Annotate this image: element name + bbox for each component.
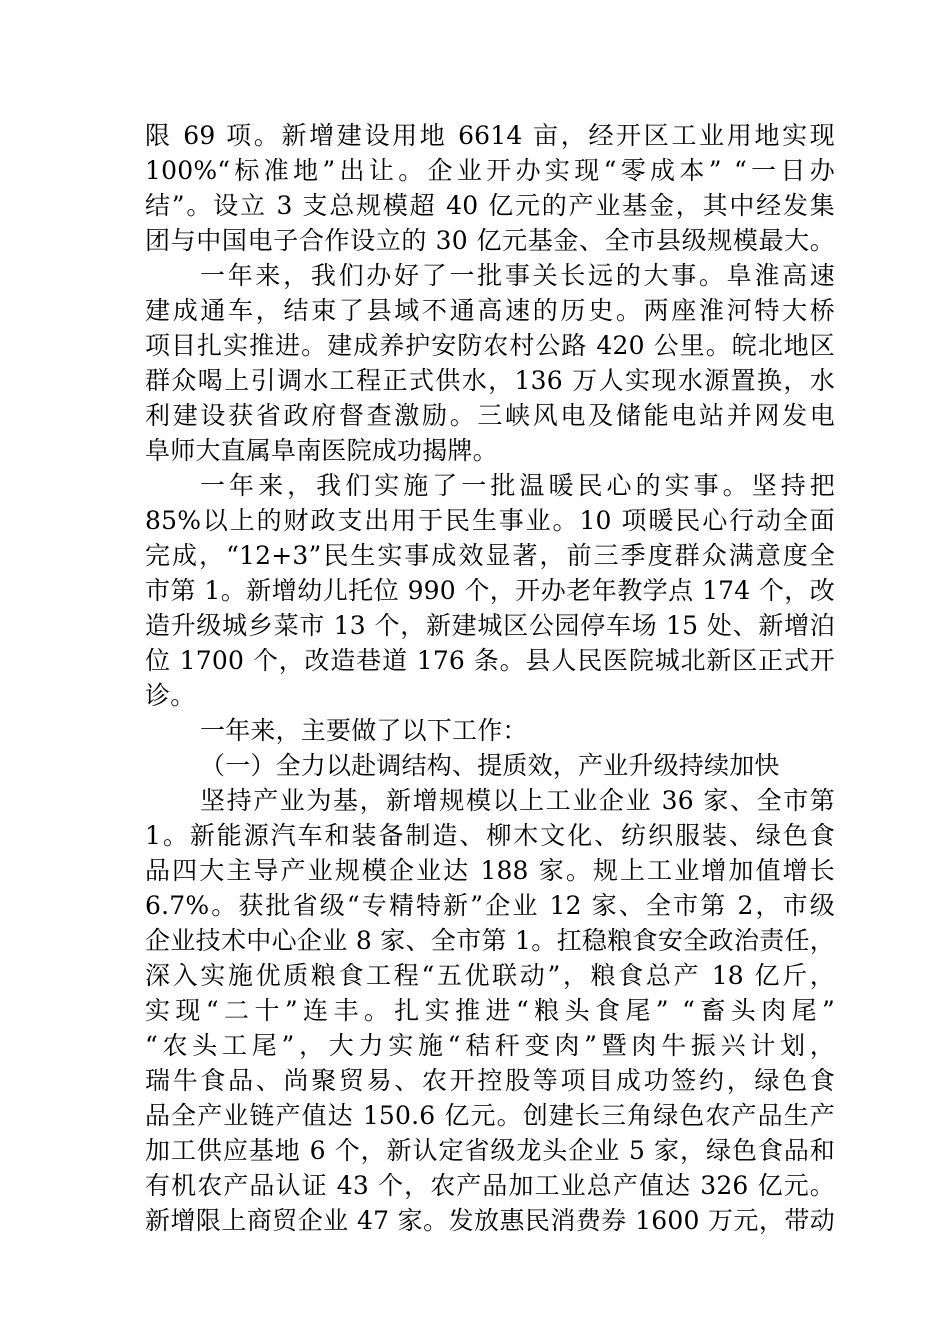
text-line: 群众喝上引调水工程正式供水，136 万人实现水源置换，水 [145,366,835,395]
text-line: 85%以上的财政支出用于民生事业。10 项暖民心行动全面 [145,506,835,535]
text-line: 瑞牛食品、尚聚贸易、农开控股等项目成功签约，绿色食 [145,1066,835,1095]
text-line: 企业技术中心企业 8 家、全市第 1。扛稳粮食安全政治责任， [145,926,835,955]
text-line: 品全产业链产值达 150.6 亿元。创建长三角绿色农产品生产 [145,1101,835,1130]
text-line: 限 69 项。新增建设用地 6614 亩，经开区工业用地实现 [145,121,835,150]
paragraph-first-line: 一年来，我们办好了一批事关长远的大事。阜淮高速 [200,261,835,290]
paragraph-first-line: 坚持产业为基，新增规模以上工业企业 36 家、全市第 [200,786,835,815]
text-line: 1。新能源汽车和装备制造、柳木文化、纺织服装、绿色食 [145,821,835,850]
text-line: 有机农产品认证 43 个，农产品加工业总产值达 326 亿元。 [145,1171,835,1200]
text-line: 深入实施优质粮食工程“五优联动”，粮食总产 18 亿斤， [145,961,835,990]
text-line: 诊。 [145,681,196,710]
text-line: 完成，“12+3”民生实事成效显著，前三季度群众满意度全 [145,541,835,570]
document-page [145,118,835,1238]
text-line: 新增限上商贸企业 47 家。发放惠民消费券 1600 万元，带动 [145,1206,835,1235]
text-line: 品四大主导产业规模企业达 188 家。规上工业增加值增长 [145,856,835,885]
section-heading: （一）全力以赴调结构、提质效，产业升级持续加快 [200,751,780,780]
text-line: 6.7%。获批省级“专精特新”企业 12 家、全市第 2，市级 [145,891,835,920]
text-line: 位 1700 个，改造巷道 176 条。县人民医院城北新区正式开 [145,646,835,675]
text-line: 团与中国电子合作设立的 30 亿元基金、全市县级规模最大。 [145,226,835,255]
paragraph-first-line: 一年来，我们实施了一批温暖民心的实事。坚持把 [200,471,835,500]
text-line: 项目扎实推进。建成养护安防农村公路 420 公里。皖北地区 [145,331,835,360]
text-line: 市第 1。新增幼儿托位 990 个，开办老年教学点 174 个，改 [145,576,835,605]
text-line: 造升级城乡菜市 13 个，新建城区公园停车场 15 处、新增泊 [145,611,835,640]
text-line: 结”。设立 3 支总规模超 40 亿元的产业基金，其中经发集 [145,191,835,220]
text-line: 100%“标准地”出让。企业开办实现“零成本” “一日办 [145,156,835,185]
text-line: 建成通车，结束了县域不通高速的历史。两座淮河特大桥 [145,296,835,325]
text-line: 利建设获省政府督查激励。三峡风电及储能电站并网发电 [145,401,835,430]
text-line: “农头工尾”，大力实施“秸秆变肉”暨肉牛振兴计划， [145,1031,835,1060]
text-line: 阜师大直属阜南医院成功揭牌。 [145,436,498,465]
text-line: 实现“二十”连丰。扎实推进“粮头食尾” “畜头肉尾” [145,996,835,1025]
text-line: 加工供应基地 6 个，新认定省级龙头企业 5 家，绿色食品和 [145,1136,835,1165]
paragraph-first-line: 一年来，主要做了以下工作： [200,716,528,745]
